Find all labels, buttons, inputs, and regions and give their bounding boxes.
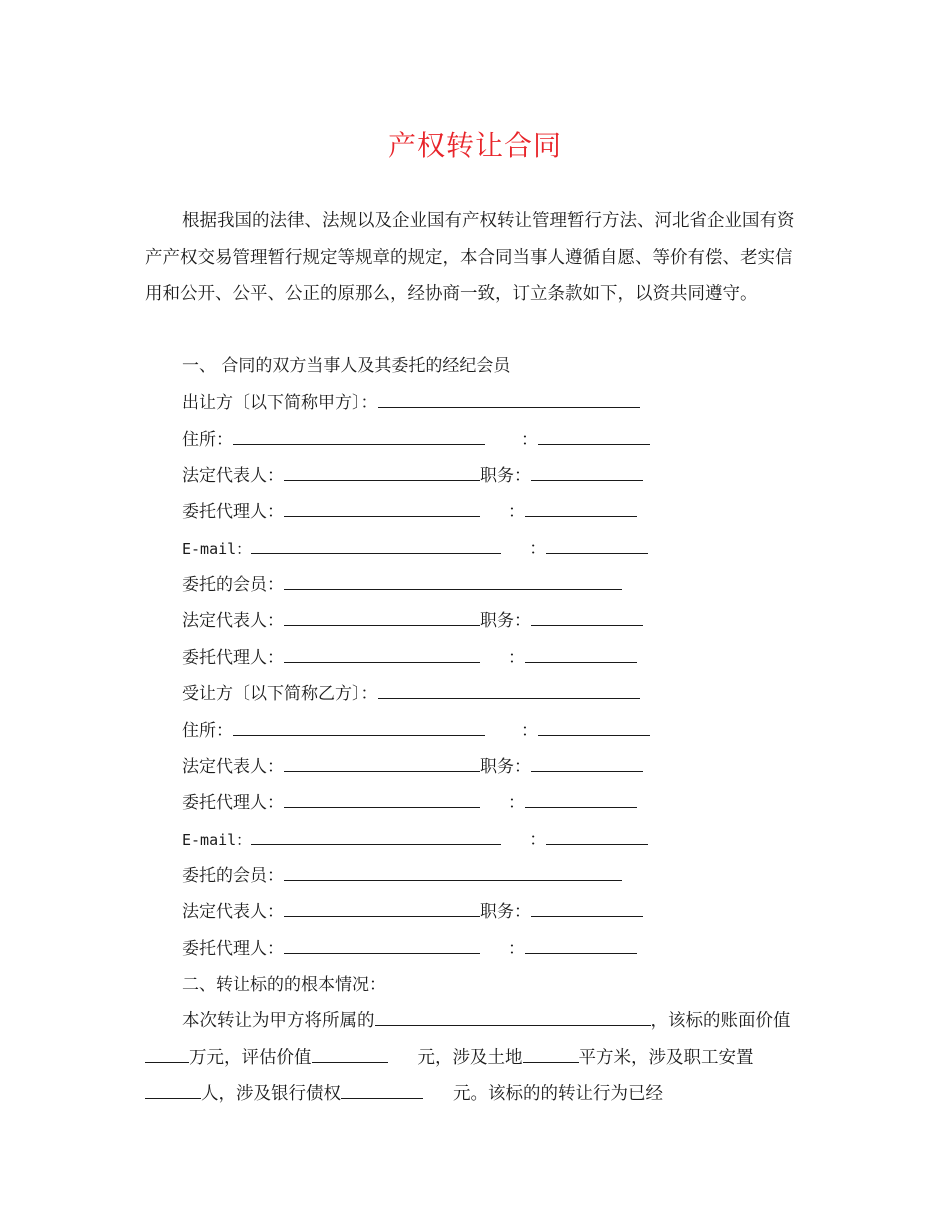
section-2-paragraph	[145, 1003, 807, 1113]
employee-count-blank[interactable]	[145, 1082, 201, 1099]
party-b-row	[182, 682, 640, 706]
party-b-legal-rep-row	[182, 755, 643, 779]
section-1-heading: 一、 合同的双方当事人及其委托的经纪会员	[182, 356, 511, 376]
member-label: 委托的会员：	[182, 866, 284, 886]
asset-name-blank[interactable]	[375, 1009, 651, 1026]
colon-label: ：	[508, 502, 525, 522]
address-label: 住所：	[182, 430, 233, 450]
party-b-member-position-blank[interactable]	[531, 900, 643, 917]
appraised-value-blank[interactable]	[312, 1046, 388, 1063]
party-b-blank[interactable]	[378, 682, 640, 699]
party-a-position-blank[interactable]	[531, 464, 643, 481]
party-b-agent-phone-blank[interactable]	[525, 791, 637, 808]
party-a-member-row	[182, 573, 622, 597]
bank-claims-blank[interactable]	[341, 1082, 423, 1099]
party-a-label: 出让方〔以下简称甲方〕：	[182, 393, 378, 413]
party-a-phone-blank[interactable]	[538, 428, 650, 445]
party-a-address-row	[182, 428, 650, 452]
party-a-member-blank[interactable]	[284, 573, 622, 590]
email-label: E-mail：	[182, 540, 252, 558]
colon-label: ：	[508, 939, 525, 959]
agent-label: 委托代理人：	[182, 502, 284, 522]
party-a-member-legal-rep-row	[182, 609, 643, 633]
party-b-member-agent-blank[interactable]	[284, 937, 480, 954]
legal-rep-label: 法定代表人：	[182, 466, 284, 486]
document-title: 产权转让合同	[387, 129, 562, 162]
section-2-heading: 二、转让标的的根本情况：	[182, 975, 386, 995]
agent-label: 委托代理人：	[182, 648, 284, 668]
colon-label: ：	[521, 430, 538, 450]
party-a-agent-blank[interactable]	[284, 500, 480, 517]
address-label: 住所：	[182, 721, 233, 741]
party-b-phone-blank[interactable]	[538, 719, 650, 736]
intro-paragraph	[145, 203, 807, 313]
party-a-agent-phone-blank[interactable]	[525, 500, 637, 517]
party-a-blank[interactable]	[378, 391, 640, 408]
body-text-2: ，该标的账面价值	[650, 1011, 791, 1031]
position-label: 职务：	[480, 757, 531, 777]
legal-rep-label: 法定代表人：	[182, 757, 284, 777]
party-a-email-blank[interactable]	[251, 537, 501, 554]
party-b-member-row	[182, 864, 622, 888]
colon-label: ：	[529, 830, 547, 850]
party-b-legal-rep-blank[interactable]	[284, 755, 480, 772]
party-a-member-agent-blank[interactable]	[284, 646, 480, 663]
party-b-address-blank[interactable]	[233, 719, 485, 736]
party-a-row	[182, 391, 640, 415]
party-b-address-row	[182, 719, 650, 743]
party-b-fax-blank[interactable]	[546, 828, 648, 845]
colon-label: ：	[521, 721, 538, 741]
position-label: 职务：	[480, 902, 531, 922]
agent-label: 委托代理人：	[182, 939, 284, 959]
party-a-fax-blank[interactable]	[546, 537, 648, 554]
party-a-email-row	[182, 537, 648, 561]
intro-text: 根据我国的法律、法规以及企业国有产权转让管理暂行方法、河北省企业国有资产产权交易管理暂行规定等规章的规定，本合同当事人遵循自愿、等价有偿、老实信用和公开、公平、公正的原那么，经协商一致，订立条款如下，以资共同遵守。	[145, 211, 795, 304]
section-2-text	[145, 1003, 807, 1113]
party-a-agent-row	[182, 500, 637, 524]
book-value-blank[interactable]	[145, 1046, 189, 1063]
party-b-position-blank[interactable]	[531, 755, 643, 772]
party-b-agent-blank[interactable]	[284, 791, 480, 808]
legal-rep-label: 法定代表人：	[182, 611, 284, 631]
party-b-member-blank[interactable]	[284, 864, 622, 881]
party-b-label: 受让方〔以下简称乙方〕：	[182, 684, 378, 704]
party-a-member-position-blank[interactable]	[531, 609, 643, 626]
body-text-6: 人，涉及银行债权	[201, 1084, 341, 1104]
legal-rep-label: 法定代表人：	[182, 902, 284, 922]
party-b-member-legal-rep-blank[interactable]	[284, 900, 480, 917]
party-a-address-blank[interactable]	[233, 428, 485, 445]
body-text-1: 本次转让为甲方将所属的	[182, 1011, 375, 1031]
body-text-5: 平方米，涉及职工安置	[578, 1047, 754, 1068]
party-a-member-agent-row	[182, 646, 637, 670]
party-b-agent-row	[182, 791, 637, 815]
position-label: 职务：	[480, 611, 531, 631]
agent-label: 委托代理人：	[182, 793, 284, 813]
colon-label: ：	[508, 793, 525, 813]
party-a-member-legal-rep-blank[interactable]	[284, 609, 480, 626]
party-a-legal-rep-blank[interactable]	[284, 464, 480, 481]
member-label: 委托的会员：	[182, 575, 284, 595]
colon-label: ：	[508, 648, 525, 668]
land-area-blank[interactable]	[523, 1046, 579, 1063]
body-text-4: 元，涉及土地	[417, 1047, 523, 1068]
party-a-member-agent-phone-blank[interactable]	[525, 646, 637, 663]
party-b-email-blank[interactable]	[251, 828, 501, 845]
position-label: 职务：	[480, 466, 531, 486]
party-a-legal-rep-row	[182, 464, 643, 488]
party-b-member-agent-row	[182, 937, 637, 961]
party-b-email-row	[182, 828, 648, 852]
colon-label: ：	[529, 539, 547, 559]
party-b-member-agent-phone-blank[interactable]	[525, 937, 637, 954]
party-b-member-legal-rep-row	[182, 900, 643, 924]
body-text-3: 万元，评估价值	[189, 1047, 312, 1068]
body-text-7: 元。该标的的转让行为已经	[453, 1084, 663, 1104]
email-label: E-mail：	[182, 831, 252, 849]
